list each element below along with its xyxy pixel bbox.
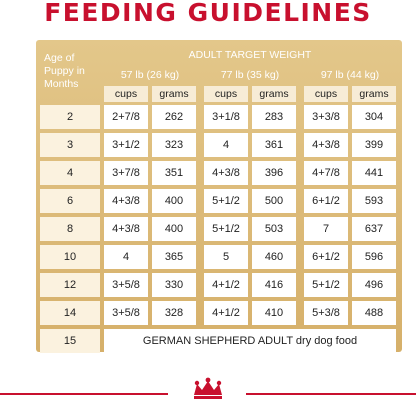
weight-header: 57 lb (26 kg): [120, 69, 180, 81]
age-cell: 4: [40, 161, 100, 185]
table-cell: 400: [152, 217, 196, 241]
age-cell: 8: [40, 217, 100, 241]
table-cell: 283: [252, 105, 296, 129]
table-cell: 365: [152, 245, 196, 269]
table-cell: 351: [152, 161, 196, 185]
age-cell: 15: [40, 329, 100, 353]
grams-header: grams: [152, 86, 196, 102]
table-cell: 330: [152, 273, 196, 297]
table-cell: 441: [352, 161, 396, 185]
table-cell: 3+5/8: [104, 273, 148, 297]
weight-group-header: ADULT TARGET WEIGHT: [188, 49, 312, 61]
table-cell: 416: [252, 273, 296, 297]
table-cell: 460: [252, 245, 296, 269]
table-cell: 500: [252, 189, 296, 213]
table-cell: 4+1/2: [204, 273, 248, 297]
table-cell: 4: [204, 133, 248, 157]
table-cell: 361: [252, 133, 296, 157]
final-row-note: GERMAN SHEPHERD ADULT dry dog food: [104, 329, 396, 353]
table-cell: 5+1/2: [204, 217, 248, 241]
table-cell: 596: [352, 245, 396, 269]
weight-header: 77 lb (35 kg): [220, 69, 280, 81]
table-cell: 503: [252, 217, 296, 241]
table-cell: 496: [352, 273, 396, 297]
table-cell: 593: [352, 189, 396, 213]
table-cell: 6+1/2: [304, 245, 348, 269]
table-cell: 399: [352, 133, 396, 157]
table-cell: 3+5/8: [104, 301, 148, 325]
table-cell: 5+3/8: [304, 301, 348, 325]
table-cell: 488: [352, 301, 396, 325]
table-cell: 3+3/8: [304, 105, 348, 129]
table-cell: 2+7/8: [104, 105, 148, 129]
age-column-header: Age of Puppy in Months: [44, 52, 85, 90]
table-cell: 304: [352, 105, 396, 129]
page-title: FEEDING GUIDELINES: [44, 0, 372, 27]
table-cell: 323: [152, 133, 196, 157]
age-cell: 12: [40, 273, 100, 297]
table-cell: 5+1/2: [204, 189, 248, 213]
grams-header: grams: [352, 86, 396, 102]
table-cell: 5+1/2: [304, 273, 348, 297]
table-cell: 7: [304, 217, 348, 241]
table-cell: 3+1/8: [204, 105, 248, 129]
weight-header: 97 lb (44 kg): [320, 69, 380, 81]
table-cell: 3+7/8: [104, 161, 148, 185]
cups-header: cups: [204, 86, 248, 102]
table-cell: 262: [152, 105, 196, 129]
table-cell: 4+7/8: [304, 161, 348, 185]
table-cell: 5: [204, 245, 248, 269]
footer-line-left: [0, 393, 168, 395]
table-cell: 4+3/8: [204, 161, 248, 185]
cups-header: cups: [104, 86, 148, 102]
table-cell: 4+1/2: [204, 301, 248, 325]
table-cell: 396: [252, 161, 296, 185]
footer-line-right: [246, 393, 416, 395]
table-cell: 4+3/8: [104, 217, 148, 241]
royal-canin-crown-icon: [190, 377, 226, 403]
table-cell: 3+1/2: [104, 133, 148, 157]
table-cell: 637: [352, 217, 396, 241]
age-cell: 10: [40, 245, 100, 269]
age-cell: 3: [40, 133, 100, 157]
table-cell: 400: [152, 189, 196, 213]
table-cell: 4: [104, 245, 148, 269]
table-cell: 4+3/8: [104, 189, 148, 213]
table-cell: 410: [252, 301, 296, 325]
grams-header: grams: [252, 86, 296, 102]
age-cell: 14: [40, 301, 100, 325]
table-cell: 4+3/8: [304, 133, 348, 157]
age-cell: 2: [40, 105, 100, 129]
cups-header: cups: [304, 86, 348, 102]
age-cell: 6: [40, 189, 100, 213]
table-cell: 6+1/2: [304, 189, 348, 213]
table-cell: 328: [152, 301, 196, 325]
